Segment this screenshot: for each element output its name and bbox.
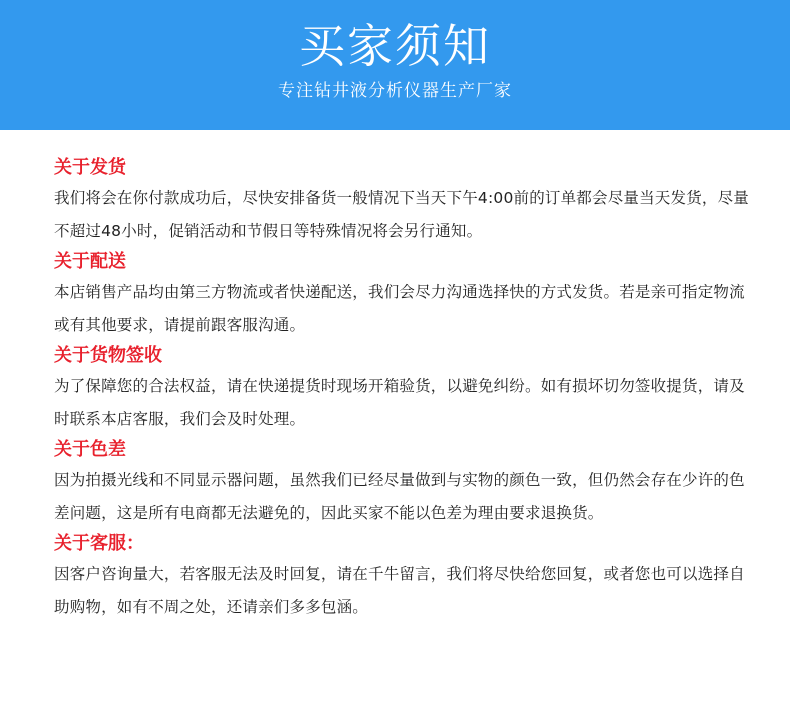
section-shipping	[54, 154, 750, 248]
page-title: 买家须知	[299, 19, 491, 73]
header-banner	[0, 0, 790, 130]
section-delivery	[54, 248, 750, 342]
section-heading: 关于色差	[54, 439, 126, 460]
section-body: 因为拍摄光线和不同显示器问题，虽然我们已经尽量做到与实物的颜色一致，但仍然会存在少许的色差问题，这是所有电商都无法避免的，因此买家不能以色差为理由要求退换货。	[54, 471, 745, 522]
section-receipt	[54, 342, 750, 436]
notice-content	[0, 130, 790, 624]
section-body: 为了保障您的合法权益，请在快递提货时现场开箱验货，以避免纠纷。如有损坏切勿签收提货，请及时联系本店客服，我们会及时处理。	[54, 377, 745, 428]
section-color-difference	[54, 436, 750, 530]
section-heading: 关于配送	[54, 251, 126, 272]
page-subtitle: 专注钻井液分析仪器生产厂家	[278, 81, 512, 101]
section-heading: 关于客服：	[54, 533, 144, 554]
section-body: 本店销售产品均由第三方物流或者快递配送，我们会尽力沟通选择快的方式发货。若是亲可指定物流或有其他要求，请提前跟客服沟通。	[54, 283, 745, 334]
section-heading: 关于货物签收	[54, 345, 162, 366]
section-heading: 关于发货	[54, 157, 126, 178]
section-customer-service	[54, 530, 750, 624]
section-body: 因客户咨询量大，若客服无法及时回复，请在千牛留言，我们将尽快给您回复，或者您也可以选择自助购物，如有不周之处，还请亲们多多包涵。	[54, 565, 745, 616]
section-body: 我们将会在你付款成功后，尽快安排备货一般情况下当天下午4:00前的订单都会尽量当天发货，尽量不超过48小时，促销活动和节假日等特殊情况将会另行通知。	[54, 189, 750, 240]
